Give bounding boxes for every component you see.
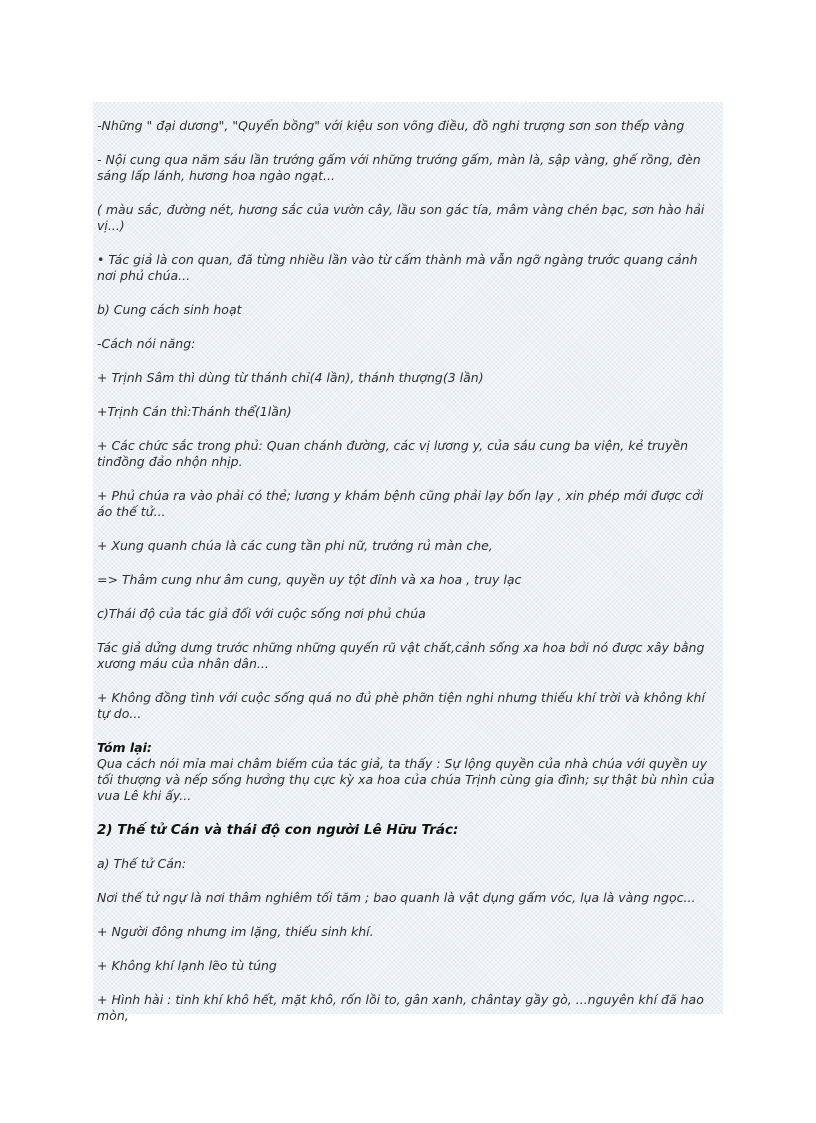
paragraph-15: + Không đồng tình với cuộc sống quá no đủ phè phỡn tiện nghi nhưng thiếu khí trời và không khí tự do... <box>97 690 709 721</box>
section-2-heading: 2) Thế tử Cán và thái độ con người Lê Hữu Trác: <box>97 822 459 838</box>
paragraph-1: -Những " đại dương", "Quyển bồng" với kiệu son võng điều, đồ nghi trượng sơn son thếp vàng <box>97 118 685 133</box>
paragraph-2: - Nội cung qua năm sáu lần trướng gấm với những trướng gấm, màn là, sập vàng, ghế rồng, đèn sáng lấp lánh, hương hoa ngào ngạt... <box>97 152 705 183</box>
paragraph-6: -Cách nói năng: <box>97 336 196 351</box>
paragraph-9: + Các chức sắc trong phủ: Quan chánh đường, các vị lương y, của sáu cung ba viện, kẻ truyền tinđồng đảo nhộn nhịp. <box>97 438 693 469</box>
document-page <box>93 102 723 1023</box>
paragraph-8: +Trịnh Cán thì:Thánh thể(1lần) <box>97 404 292 419</box>
paragraph-13: c)Thái độ của tác giả đối với cuộc sống nơi phủ chúa <box>97 606 426 621</box>
paragraph-14: Tác giả dửng dưng trước những những quyến rũ vật chất,cảnh sống xa hoa bởi nó được xây bằng xương máu của nhân dân... <box>97 640 709 671</box>
section-2-paragraph-2: Nơi thế tử ngự là nơi thâm nghiêm tối tăm ; bao quanh là vật dụng gấm vóc, lụa là vàng ngọc... <box>97 890 696 905</box>
paragraph-5: b) Cung cách sinh hoạt <box>97 302 242 317</box>
section-2-paragraph-1: a) Thế tử Cán: <box>97 856 187 871</box>
summary-text: Qua cách nói mỉa mai châm biếm của tác giả, ta thấy : Sự lộng quyền của nhà chúa với quyền uy tối thượng và nếp sống hưởng thụ cực kỳ xa hoa của chúa Trịnh cùng gia đình; sự thật bù nhìn của vua Lê khi ấy... <box>97 756 719 803</box>
section-2-paragraph-3: + Người đông nhưng im lặng, thiếu sinh khí. <box>97 924 374 939</box>
paragraph-11: + Xung quanh chúa là các cung tần phi nữ, trướng rủ màn che, <box>97 538 493 553</box>
paragraph-3: ( màu sắc, đường nét, hương sắc của vườn cây, lầu son gác tía, mâm vàng chén bạc, sơn hào hải vị...) <box>97 202 709 233</box>
paragraph-4: • Tác giả là con quan, đã từng nhiều lần vào từ cấm thành mà vẫn ngỡ ngàng trước quang cảnh nơi phủ chúa... <box>97 252 702 283</box>
paragraph-10: + Phủ chúa ra vào phải có thẻ; lương y khám bệnh cũng phải lạy bốn lạy , xin phép mới được cởi áo thế tử... <box>97 488 708 519</box>
summary-heading: Tóm lại: <box>97 740 152 755</box>
paragraph-7: + Trịnh Sâm thì dùng từ thánh chỉ(4 lần), thánh thượng(3 lần) <box>97 370 484 385</box>
section-2-paragraph-5: + Hình hài : tinh khí khô hết, mặt khô, rốn lồi to, gân xanh, chântay gầy gò, ...nguyên khí đã hao mòn, <box>97 992 708 1023</box>
section-2-paragraph-4: + Không khí lạnh lẽo tù túng <box>97 958 277 973</box>
paragraph-12: => Thâm cung như âm cung, quyền uy tột đỉnh và xa hoa , truy lạc <box>97 572 522 587</box>
document-content <box>97 118 717 1042</box>
